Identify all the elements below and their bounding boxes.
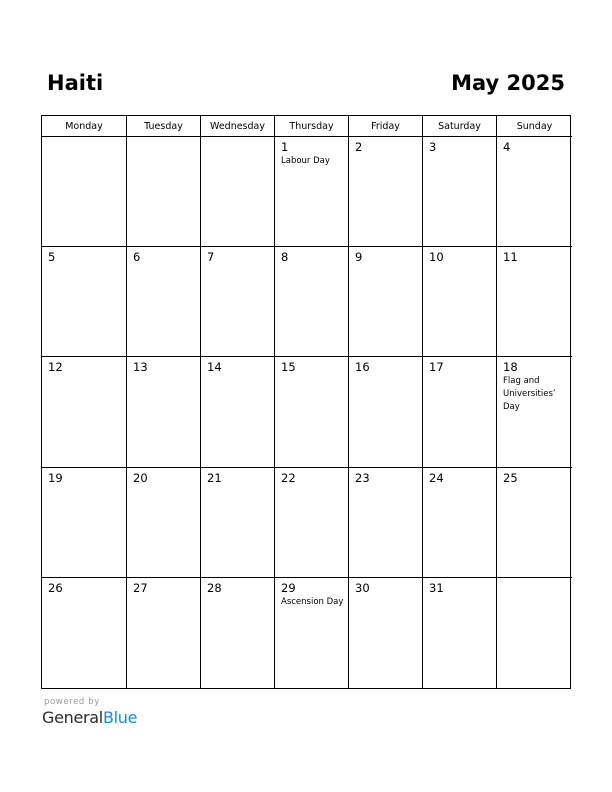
calendar-day-cell (423, 578, 497, 688)
calendar-day-cell (423, 468, 497, 578)
calendar-day-cell (349, 137, 423, 247)
calendar-day-cell (349, 247, 423, 357)
calendar-day-cell (127, 247, 201, 357)
day-number: 22 (281, 471, 296, 485)
weekday-header: Thursday (275, 116, 349, 137)
day-number: 23 (355, 471, 370, 485)
day-number: 28 (207, 581, 222, 595)
calendar-day-cell (349, 357, 423, 468)
day-number: 26 (48, 581, 63, 595)
day-number: 27 (133, 581, 148, 595)
calendar-day-cell (497, 247, 572, 357)
calendar-day-cell (497, 357, 572, 468)
weekday-header: Friday (349, 116, 423, 137)
day-number: 31 (429, 581, 444, 595)
weekday-header: Wednesday (201, 116, 275, 137)
day-number: 17 (429, 360, 444, 374)
calendar-day-cell (201, 137, 275, 247)
calendar-grid (41, 115, 571, 689)
day-number: 8 (281, 250, 289, 264)
calendar-day-cell (275, 357, 349, 468)
calendar-day-cell (497, 468, 572, 578)
day-number: 24 (429, 471, 444, 485)
calendar-day-cell (423, 137, 497, 247)
calendar-day-cell (275, 137, 349, 247)
day-number: 18 (503, 360, 518, 374)
calendar-day-cell (127, 578, 201, 688)
day-number: 12 (48, 360, 63, 374)
powered-by-label: powered by (44, 697, 100, 707)
weekday-header: Sunday (497, 116, 572, 137)
calendar-day-cell (127, 357, 201, 468)
day-number: 1 (281, 140, 289, 154)
day-number: 7 (207, 250, 215, 264)
day-number: 2 (355, 140, 363, 154)
calendar-day-cell (497, 137, 572, 247)
calendar-day-cell (275, 247, 349, 357)
calendar-day-cell (42, 247, 127, 357)
day-number: 16 (355, 360, 370, 374)
holiday-label: Labour Day (281, 156, 330, 166)
calendar-day-cell (42, 357, 127, 468)
day-number: 10 (429, 250, 444, 264)
calendar-day-cell (42, 468, 127, 578)
logo-text-general: General (42, 708, 103, 727)
calendar-day-cell (423, 247, 497, 357)
day-number: 14 (207, 360, 222, 374)
calendar-day-cell (275, 468, 349, 578)
calendar-day-cell (349, 578, 423, 688)
calendar-day-cell (423, 357, 497, 468)
day-number: 19 (48, 471, 63, 485)
weekday-header: Saturday (423, 116, 497, 137)
day-number: 30 (355, 581, 370, 595)
day-number: 4 (503, 140, 511, 154)
day-number: 9 (355, 250, 363, 264)
calendar-day-cell (349, 468, 423, 578)
day-number: 13 (133, 360, 148, 374)
weekday-header: Monday (42, 116, 127, 137)
holiday-label: Flag and Universities’ Day (503, 376, 556, 412)
calendar-day-cell (201, 357, 275, 468)
calendar-day-cell (497, 578, 572, 688)
generalblue-logo[interactable] (42, 708, 137, 728)
day-number: 15 (281, 360, 296, 374)
day-number: 11 (503, 250, 518, 264)
calendar-day-cell (201, 468, 275, 578)
calendar-day-cell (127, 468, 201, 578)
calendar-day-cell (127, 137, 201, 247)
day-number: 25 (503, 471, 518, 485)
day-number: 5 (48, 250, 56, 264)
calendar-day-cell (201, 247, 275, 357)
calendar-month-title: May 2025 (451, 71, 565, 95)
calendar-day-cell (201, 578, 275, 688)
calendar-country-title: Haiti (47, 71, 104, 95)
logo-text-blue: Blue (102, 708, 138, 727)
day-number: 3 (429, 140, 437, 154)
day-number: 29 (281, 581, 296, 595)
holiday-label: Ascension Day (281, 597, 344, 607)
calendar-day-cell (42, 578, 127, 688)
day-number: 6 (133, 250, 141, 264)
calendar-day-cell (42, 137, 127, 247)
day-number: 21 (207, 471, 222, 485)
day-number: 20 (133, 471, 148, 485)
calendar-day-cell (275, 578, 349, 688)
weekday-header: Tuesday (127, 116, 201, 137)
